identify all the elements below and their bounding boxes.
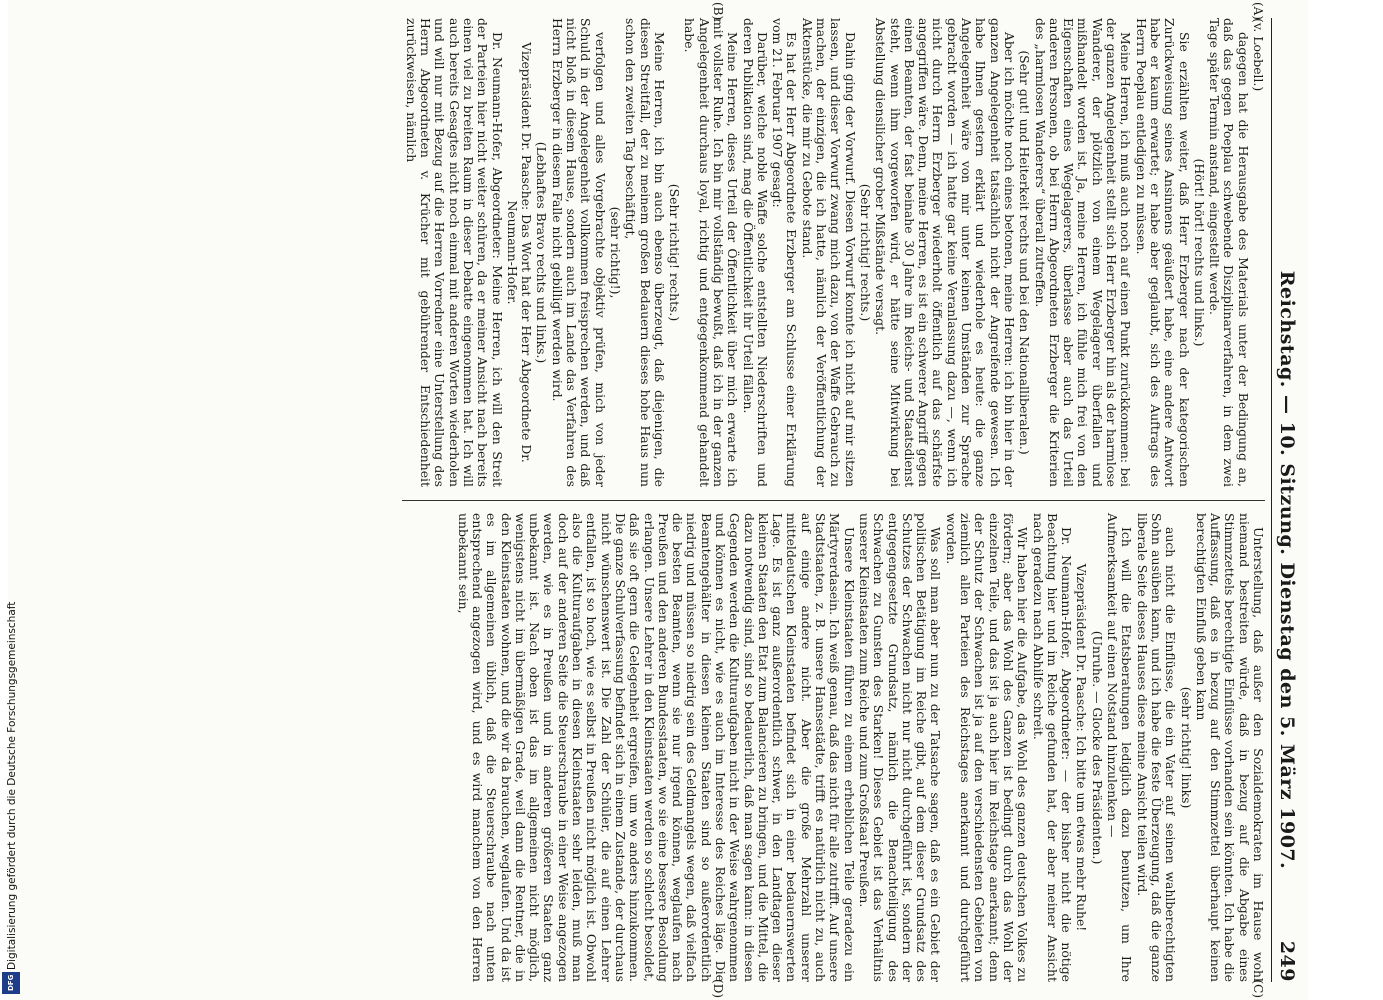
paragraph: Unsere Kleinstaaten führen zu einem erheblichen Teile geradezu ein Märtyrerdasein. Ich weiß genau, daß das nicht für alle zutrifft. Auf unsere Stadtstaaten, z. B. unsere Hansestädte, trifft es natürlich nicht zu, auch auf einige andere nicht. Aber die große Mehrzahl unserer mitteldeutschen Kleinstaaten befindet sich in einer bedauernswerten Lage. Es ist ganz außerordentlich schwer, in den Landtagen dieser kleinen Staaten den Etat zum Balancieren zu bringen, und die Mittel, die dazu notwendig sind, sind so bedauerlich, daß man sagen kann: in diesen Gegenden werden die Kulturaufgaben nicht in der Weise wahrgenommen und können es nicht, wie es auch im Interesse des Reiches läge. Die Beamtengehälter in diesen kleinen Staaten sind so außerordentlich niedrig und müssen so niedrig sein des Geldmangels wegen, daß vielfach die besten Beamten, wenn sie nur irgend können, weglaufen nach Preußen und den anderen Bundesstaaten, wo sie eine bessere Besoldung erlangen. Unsere Lehrer in den Kleinstaaten werden so schlecht besoldet, daß sie oft gern die Gelegenheit ergreifen, um wo anders hinzukommen. Die ganze Schulverfassung befindet sich in einem Zustande, der durchaus nicht wünschenswert ist. Die Zahl der Schüler, die auf einen Lehrer entfallen, ist so hoch, wie es selbst in Preußen nicht möglich ist. Obwohl also die Kulturaufgaben in diesen Kleinstaaten sehr leiden, muß man doch auf der anderen Seite die Steuerschraube in einer Weise angezogen werden, wie es in Preußen und in anderen größeren Staaten ganz unbekannt ist. Nach oben ist das im allgemeinen nicht möglich, wenigstens nicht im übermäßigen Grade, weil dann die Rentner, die in den Kleinstaaten wohnen, und die wir da brauchen, weglaufen. Und da ist es im allgemeinen üblich, daß die Steuerschraube nach unten entsprechend angezogen wird, und es wird manchem von den Herren unbekannt sein,: [455, 513, 857, 982]
paragraph: (Unruhe. — Glocke des Präsidenten.): [1089, 630, 1105, 865]
digitization-note: [0, 0, 22, 1000]
margin-letter-a: (A): [1251, 2, 1265, 21]
paragraph: Es hat der Herr Abgeordnete Erzberger am Schlusse einer Erklärung vom 21. Februar 1907 gesagt:: [770, 18, 800, 487]
paragraph: Sie erzählten weiter, daß Herr Erzberger nach der kategorischen Zurückweisung seines Ansinnens geäußert habe, eine andere Antwort habe er kaum erwartet; er habe aber geglaubt, sich des Auftrags des Herrn Poeplau entledigen zu müssen.: [1133, 18, 1192, 487]
paragraph: Meine Herren, dieses Urteil der Öffentlichkeit über mich erwarte ich mit vollster Ruhe. Ich bin mir vollständig bewußt, daß ich in der ganzen Angelegenheit durchaus loyal, richtig und entgegenkommend gehandelt habe.: [682, 18, 741, 487]
text-columns: [402, 2, 1266, 998]
paragraph: Meine Herren, ich bin auch ebenso überzeugt, daß diejenigen, die diesen Streitfall, der zu meinem großen Bedauern dieses hohe Haus nun schon den zweiten Tag beschäftigt,: [623, 18, 667, 487]
paragraph: Dr. Neumann-Hofer, Abgeordneter: — der bisher nicht die nötige Beachtung hier und im Reiche gefunden hat, der aber meiner Ansicht nach geradezu nach Abhilfe schreit.: [1030, 513, 1075, 982]
margin-letter-b: (B): [711, 2, 725, 21]
paragraph: (Sehr gut! und Heiterkeit rechts und bei den Nationalliberalen.): [1017, 50, 1033, 455]
paragraph: Dr. Neumann-Hofer, Abgeordneter: Meine Herren, ich will den Streit der Parteien hier nicht weiter schüren, da er meiner Ansicht nach bereits einen viel zu breiten Raum in dieser Debatte eingenommen hat. Ich will auch bereits Gesagtes nicht noch einmal mit anderen Worten wiederholen und will nur mit Bezug auf die Herren Vorredner eine Unterstellung des Herrn Abgeordneten v. Krücher mit gebührender Entschiedenheit zurückweisen, nämlich: [403, 18, 505, 487]
rotated-document-page: [8, 0, 1308, 1000]
paragraph: Vizepräsident Dr. Paasche: Das Wort hat der Herr Abgeordnete Dr. Neumann-Hofer.: [504, 42, 535, 463]
paragraph: (sehr richtig!),: [607, 206, 623, 299]
paragraph: Meine Herren, ich muß auch noch auf einen Punkt zurückkommen: bei der ganzen Angelegenheit stellt sich Herr Erzberger hin als der harmlose Wanderer, der plötzlich von einem Wegelagerer überfallen und mißhandelt worden ist. Ja, meine Herren, ich fühle mich frei von den Eigenschaften eines Wegelagerers, überlasse aber auch das Urteil anderen Personen, ob bei Herrn Abgeordneten Erzberger die Kriterien des „harmlosen Wanderers“ überall zutreffen.: [1032, 18, 1134, 487]
paragraph: Unterstellung, daß außer den Sozialdemokraten im Hause wohl niemand bestreiten würde, daß in bezug auf die Abgabe eines Stimmzettels berechtigte Einflüsse vorhanden sein könnten. Ich habe die Auffassung, daß es in bezug auf den Stimmzettel überhaupt keinen berechtigten Einfluß geben kann: [1193, 513, 1266, 982]
paragraph: (Lebhaftes Bravo rechts und links.): [534, 141, 550, 364]
page-title: Reichstag. — 10. Sitzung. Dienstag den 5. März 1907.: [1276, 270, 1298, 870]
left-column: [402, 18, 1265, 487]
paragraph: verfolgen und alles Vorgebrachte objektiv prüfen, mich von jeder Schuld in der Angelegenheit vollkommen freisprechen werden, und daß nicht bloß in diesem Hause, sondern auch im Lande das Verfahren des Herrn Erzberger in diesem Falle nicht gebilligt werden wird.: [549, 18, 608, 487]
paragraph: auch nicht die Einflüsse, die ein Vater auf seinen wahlberechtigten Sohn ausüben kann, und ich habe die feste Überzeugung, daß die ganze liberale Seite dieses Hauses diese meine Ansicht teilen wird.: [1134, 513, 1179, 982]
paragraph: Ich will die Etatsberatungen lediglich dazu benutzen, um Ihre Aufmerksamkeit auf einen Notstand hinzulenken —: [1105, 513, 1135, 982]
right-column: [402, 513, 1265, 982]
page-header: [1271, 18, 1300, 982]
paragraph: Vizepräsident Dr. Paasche: Ich bitte um etwas mehr Ruhe!: [1074, 563, 1090, 932]
column-divider: [402, 500, 1265, 501]
paragraph: Wir haben hier die Aufgabe, das Wohl des ganzen deutschen Volkes zu fördern; aber das Wohl des Ganzen ist bedingt durch das Wohl der einzelnen Teile, und das ist ja auch hier im Reichstage anerkannt; denn der Schutz der Schwachen ist ja auf den verschiedensten Gebieten von ziemlich allen Parteien des Reichstages anerkannt und durchgeführt worden.: [943, 513, 1031, 982]
paragraph: Aber ich möchte noch eines betonen, meine Herren: ich bin hier in der ganzen Angelegenheit tatsächlich nicht der Angreifende gewesen. Ich habe Ihnen gestern erklärt und wiederhole es heute: die ganze Angelegenheit wäre von mir unter keinen Umständen zur Sprache gebracht worden — ich hatte gar keine Veranlassung dazu —, wenn ich nicht durch Herrn Erzberger wiederholt öffentlich auf das schärfste angegriffen wäre. Denn, meine Herren, es ist ein schwerer Angriff gegen einen Beamten, der fast beinahe 30 Jahre im Reichs- und Staatsdienst steht, wenn ihm vorgeworfen wird, er hätte seine Mitwirkung bei Abstellung diensilicher grober Mißstände versagt.: [873, 18, 1017, 487]
margin-letter-d: (D): [711, 979, 725, 998]
paragraph: (Sehr richtig! rechts.): [857, 183, 873, 322]
paragraph: Dahin ging der Vorwurf. Diesen Vorwurf konnte ich nicht auf mir sitzen lassen, und dieser Vorwurf zwang mich dazu, von der Waffe Gebrauch zu machen, der einzigen, die ich hatte, nämlich der Veröffentlichung der Aktenstücke, die mir zu Gebote stand.: [799, 18, 858, 487]
paragraph: (Hört! hört! rechts und links.): [1191, 158, 1207, 347]
paragraph: (Sehr richtig! rechts.): [667, 183, 683, 322]
dfg-logo-icon: DFG: [2, 972, 20, 994]
digitization-note-text: Digitalisierung gefördert durch die Deutsche Forschungsgemeinschaft: [6, 601, 18, 970]
paragraph: Was soll man aber nun zu der Tatsache sagen, daß es ein Gebiet der politischen Betätigung im Reiche gibt, auf dem dieser Grundsatz des Schutzes der Schwachen nicht nur nicht durchgeführt ist, sondern der entgegengesetzte Grundsatz, nämlich die Benachteiligung des Schwachen zu Gunsten des Starken! Dieses Gebiet ist das Verhältnis unserer Kleinstaaten zum Reiche und zum Großstaat Preußen.: [856, 513, 944, 982]
paragraph: dagegen hat die Herausgabe des Materials unter der Bedingung an, daß das gegen Poeplau schwebende Disziplinarverfahren, in dem zwei Tage später Termin anstand, eingestellt werde.: [1207, 18, 1251, 487]
paragraph: Darüber, welche noble Waffe solche entstellten Niederschriften und deren Publikation sind, mag die Öffentlichkeit ihr Urteil fällen.: [740, 18, 770, 487]
margin-letter-c: (C): [1251, 979, 1265, 998]
paragraph: (sehr richtig! links): [1178, 686, 1194, 809]
page-number: 249: [1276, 940, 1298, 982]
speaker-indicator: (v. Loebell.): [1251, 18, 1266, 92]
